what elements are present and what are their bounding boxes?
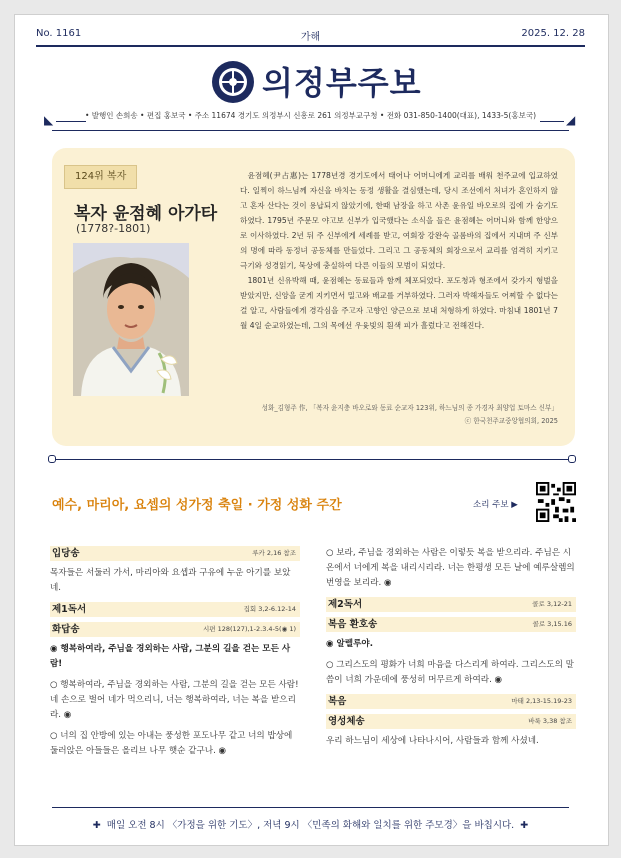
issue-date: 2025. 12. 28 [521,28,585,39]
bio-paragraph-2: 1801년 신유박해 때, 윤점혜는 동료들과 함께 체포되었다. 포도청과 형조에서 갖가지 형벌을 받았지만, 신앙을 굳게 지키면서 밀고와 배교를 거부하였다. 그러자 박해자들도 어찌할 수 없다는 걸 알고, 사람들에게 경각심을 주고자 고향인 양근으로 보내 처형하게 하였다. 마침내 1801년 7월 4일 순교하였는데, 그의 목에선 우윳빛의 흰색 피가 흘렀다고 전해진다. [240,276,558,330]
liturgical-year: 가해 [300,32,321,43]
alleluia-verse: ○ 그리스도의 평화가 너희 마음을 다스리게 하여라. 그리스도의 말씀이 너희 가운데에 풍성히 머무르게 하여라. ◉ [326,660,574,685]
communion-antiphon-label: 영성체송 바룩 3,38 참조 [326,714,576,729]
saint-portrait-image [73,243,189,396]
cross-icon-left: ✚ [92,820,101,831]
qr-code-icon[interactable] [536,482,576,522]
section-divider [52,459,569,460]
psalm-verse-2: ○ 너의 집 안방에 있는 아내는 풍성한 포도나무 같고 너의 밥상에 둘러앉은 아들들은 올리브 나무 햇순 같구나. ◉ [50,731,293,756]
divider-dot-right [568,455,576,463]
credit-line-2: ⓒ 한국천주교중앙협의회, 2025 [464,417,558,425]
info-rule-left [56,121,86,122]
audio-bulletin-link[interactable]: 소리 주보 ▶ [473,500,518,510]
feast-title: 예수, 마리아, 요셉의 성가정 축일 · 가정 성화 주간 [52,498,342,513]
issue-number: No. 1161 [36,28,82,39]
corner-ornament-right: ◢ [566,113,576,127]
prayer-footer [0,817,621,831]
info-bottom-rule [52,130,569,131]
psalm-response: ◉ 행복하여라, 주님을 경외하는 사람, 그분의 길을 걷는 모든 사람! [50,644,291,669]
bulletin-title: 의정부주보 [262,64,422,102]
saint-years: (1778?-1801) [76,222,151,235]
psalm-verse-1: ○ 행복하여라, 주님을 경외하는 사람, 그분의 길을 걷는 모든 사람! 네 손으로 벌어 네가 먹으리니, 너는 행복하여라, 너는 복을 받으리라. ◉ [50,680,299,720]
issue-bar [36,28,585,42]
gospel-acclamation-label: 복음 환호송 콜로 3,15.16 [326,617,576,632]
saint-name: 복자 윤점혜 아가타 [74,204,218,224]
saint-biography [240,168,558,333]
corner-ornament-left: ◣ [44,113,54,127]
footer-rule [52,807,569,808]
publisher-info: • 발행인 손희송 • 편집 홍보국 • 주소 11674 경기도 의정부시 신흥로 261 의정부교구청 • 전화 031-850-1400(대표), 1433-5(홍보국) [85,111,536,120]
readings-left-column [50,546,300,765]
alleluia-response: ◉ 알렐루야. [326,639,373,649]
entrance-antiphon-label: 입당송 루카 2,16 참조 [50,546,300,561]
entrance-antiphon-text: 목자들은 서둘러 가서, 마리아와 요셉과 구유에 누운 아기를 보았네. [50,568,291,593]
psalm-label: 화답송 시편 128(127),1-2.3.4-5(◉ 1) [50,622,300,637]
second-reading-label: 제2독서 콜로 3,12-21 [326,597,576,612]
footer-text: 매일 오전 8시 〈가정을 위한 기도〉, 저녁 9시 〈민족의 화해와 일치를 위한 주모경〉을 바칩시다. [106,820,515,831]
artwork-credit [240,402,558,428]
saint-rank-badge: 124위 복자 [64,165,137,189]
divider-dot-left [48,455,56,463]
header-rule [36,45,585,47]
diocese-seal-icon [211,60,255,104]
gospel-label: 복음 마태 2,13-15.19-23 [326,694,576,709]
psalm-verse-3: ○ 보라, 주님을 경외하는 사람은 이렇듯 복을 받으리라. 주님은 시온에서 너에게 복을 내리시리라. 너는 한평생 모든 날에 예루살렘의 번영을 보리라. ◉ [326,548,575,588]
first-reading-label: 제1독서 집회 3,2-6.12-14 [50,602,300,617]
credit-line-1: 성화_김형주 作, 「복자 윤지충 바오로와 동료 순교자 123위, 하느님의 종 가경자 최양업 토마스 신부」 [261,404,558,412]
communion-antiphon-text: 우리 하느님이 세상에 나타나시어, 사람들과 함께 사셨네. [326,736,539,746]
cross-icon-right: ✚ [520,820,529,831]
readings-right-column [326,546,576,755]
info-rule-right [540,121,564,122]
bio-paragraph-1: 윤점혜(尹占惠)는 1778년경 경기도에서 태어나 어머니에게 교리를 배워 천주교에 입교하였다. 일찍이 하느님께 자신을 바치는 동정 생활을 결심했는데, 당시 조선에서 처녀가 혼인하지 않고 혼자 산다는 것이 용납되지 않았기에, 한때 남장을 하고 사촌 윤유일 바오로의 집에 가 숨기도 하였다. 1795년 주문모 야고보 신부가 입국했다는 소식을 들은 윤점혜는 어머니와 함께 한양으로 이사하였다. 2년 뒤 주 신부에게 세례를 받고, 여회장 강완숙 골롬바의 집에서 지내며 주 신부의 명에 따라 동정녀 공동체를 만들었다. 그리고 그 공동체의 회장으로서 교리를 엄격히 지키고 극기와 성경읽기, 묵상에 충실하여 다른 이들의 모범이 되었다. [240,171,558,270]
